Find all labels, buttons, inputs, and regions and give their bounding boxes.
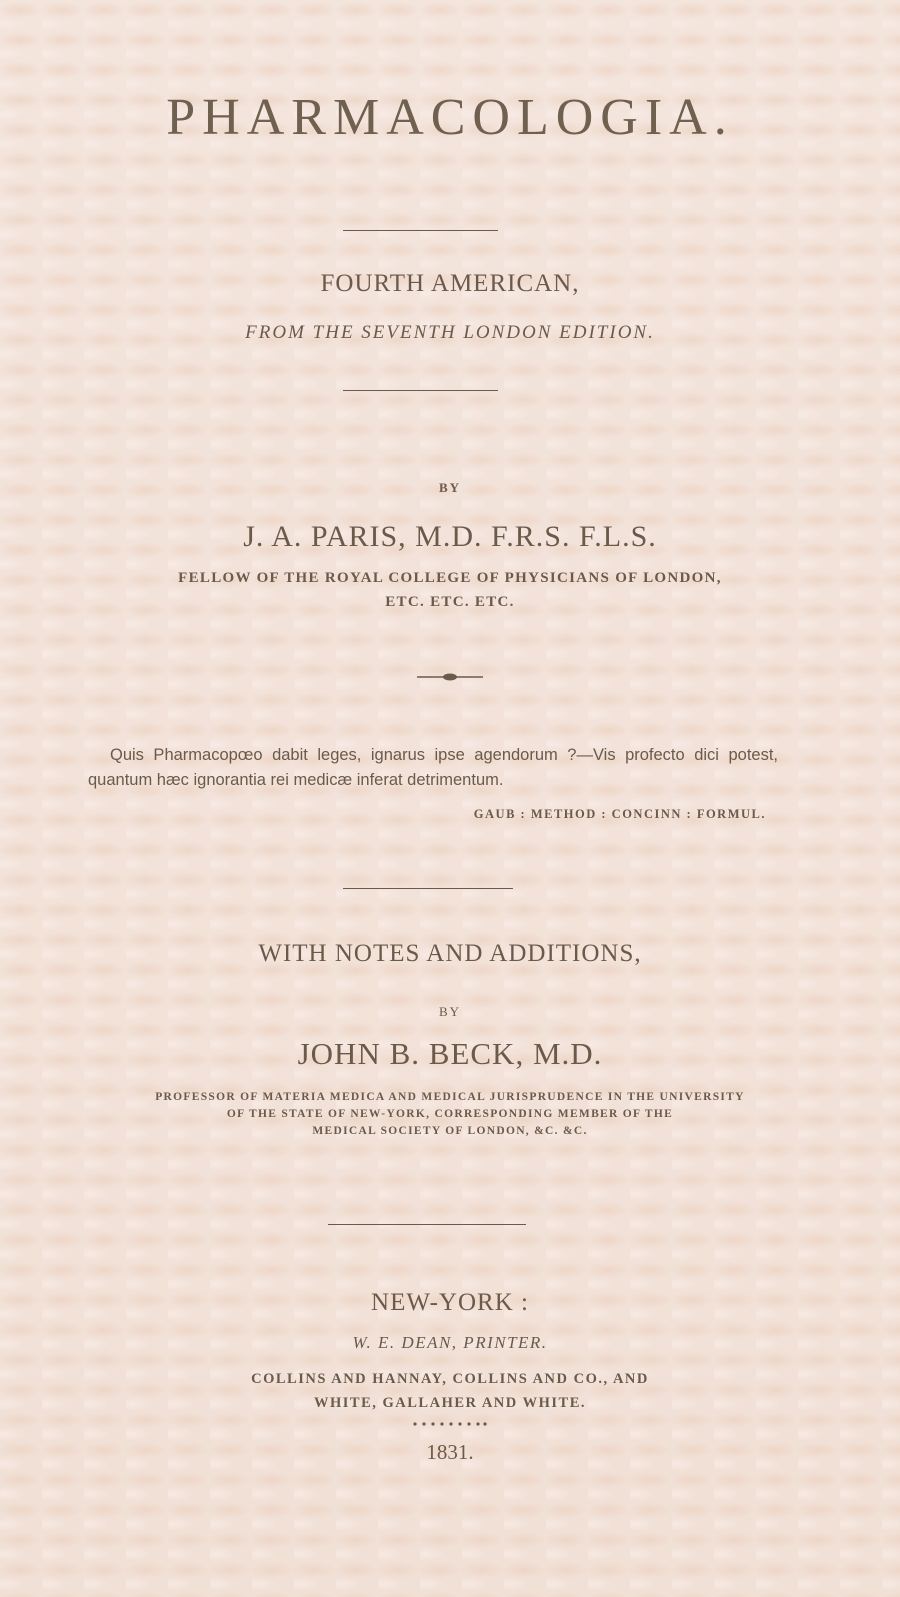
publishers xyxy=(0,1367,900,1415)
publication-year: 1831. xyxy=(426,1440,474,1464)
dots-ornament-icon xyxy=(412,1421,488,1427)
printer-name: W. E. DEAN, PRINTER. xyxy=(352,1333,548,1352)
epigraph-text: Quis Pharmacopœo dabit leges, ignarus ipse agendorum ?—Vis profecto dici potest, quantum hæc ignorantia rei medicæ inferat detrimentum. xyxy=(88,746,778,789)
editor-credentials-line-1: PROFESSOR OF MATERIA MEDICA AND MEDICAL JURISPRUDENCE IN THE UNIVERSITY xyxy=(155,1091,745,1103)
publishers-line-1: COLLINS AND HANNAY, COLLINS AND CO., AND xyxy=(251,1371,649,1387)
publishers-line-2: WHITE, GALLAHER AND WHITE. xyxy=(314,1395,586,1411)
notes-line: WITH NOTES AND ADDITIONS, xyxy=(258,940,642,967)
author-credentials-line-1: FELLOW OF THE ROYAL COLLEGE OF PHYSICIANS OF LONDON, xyxy=(178,570,722,586)
epigraph xyxy=(88,743,778,793)
book-title: PHARMACOLOGIA. xyxy=(166,89,734,146)
divider-rule xyxy=(343,390,498,391)
divider-rule xyxy=(343,230,498,231)
author-credentials-line-2: ETC. ETC. ETC. xyxy=(385,594,515,610)
author-credentials xyxy=(0,566,900,614)
by-label-2: BY xyxy=(438,1004,462,1019)
imprint-city: NEW-YORK : xyxy=(371,1289,529,1316)
editor-name: JOHN B. BECK, M.D. xyxy=(297,1036,603,1071)
editor-credentials xyxy=(0,1089,900,1140)
ornament-divider xyxy=(0,668,900,689)
source-edition-line: FROM THE SEVENTH LONDON EDITION. xyxy=(245,322,655,343)
divider-rule xyxy=(343,888,513,889)
ornament-icon xyxy=(415,670,485,684)
divider-rule xyxy=(328,1224,526,1225)
editor-credentials-line-3: MEDICAL SOCIETY OF LONDON, &C. &C. xyxy=(312,1125,588,1137)
editor-credentials-line-2: OF THE STATE OF NEW-YORK, CORRESPONDING MEMBER OF THE xyxy=(226,1108,674,1120)
dotted-ornament xyxy=(0,1419,900,1430)
author-name: J. A. PARIS, M.D. F.R.S. F.L.S. xyxy=(243,520,657,553)
by-label: BY xyxy=(438,480,462,495)
edition-line: FOURTH AMERICAN, xyxy=(320,270,580,297)
epigraph-source: GAUB : METHOD : CONCINN : FORMUL. xyxy=(473,807,766,821)
